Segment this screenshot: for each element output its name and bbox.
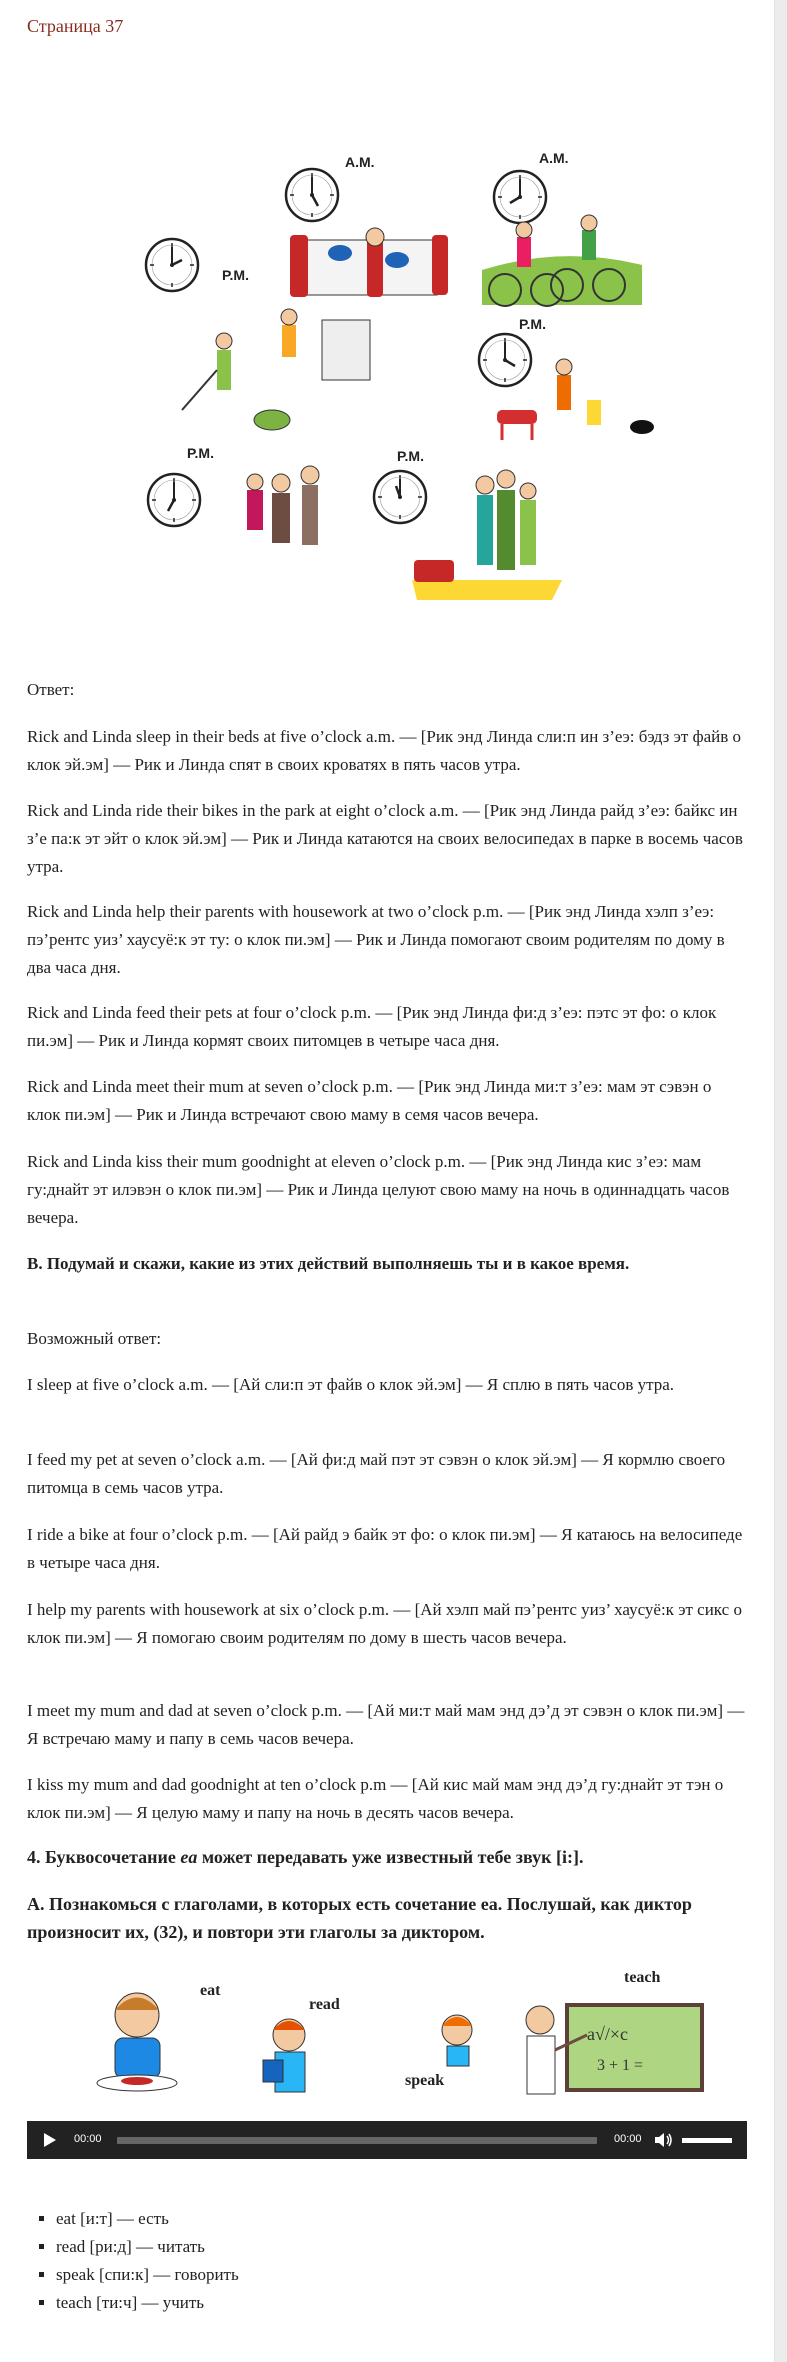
verb-label: eat — [200, 1982, 221, 1999]
answer-paragraph: Rick and Linda feed their pets at four o’clock p.m. — [Рик энд Линда фи:д з’еэ: пэтс эт фо: о клок пи.эм] — Рик и Линда кормят своих питомцев в четыре часа дня. — [27, 1003, 717, 1050]
teach-image — [526, 2005, 702, 2094]
scrollbar[interactable] — [774, 0, 787, 2362]
word-list — [27, 2205, 239, 2317]
svg-text:3 + 1 =: 3 + 1 = — [597, 2057, 644, 2074]
page-link[interactable]: Страница 37 — [27, 16, 124, 36]
possible-answer-paragraph: I sleep at five o’clock a.m. — [Ай сли:п эт файв о клок эй.эм] — Я сплю в пять часов утра. — [27, 1375, 675, 1394]
answer-paragraph: Rick and Linda help their parents with housework at two o’clock p.m. — [Рик энд Линда хэлп з’еэ: пэ’рентс уиз’ хаусуё:к эт ту: о клок пи.эм] — Рик и Линда помогают своим родителям по дому в два часа дня. — [27, 902, 725, 977]
answer-paragraph: Rick and Linda sleep in their beds at five o’clock a.m. — [Рик энд Линда сли:п ин з’еэ: бэдз эт файв о клок эй.эм] — Рик и Линда спят в своих кроватях в пять часов утра. — [27, 727, 742, 774]
clock-icon — [374, 471, 426, 523]
audio-progress-bar[interactable] — [117, 2137, 597, 2144]
verb-label: speak — [405, 2072, 445, 2089]
possible-answer-paragraph: I ride a bike at four o’clock p.m. — [Ай райд э байк эт фо: о клок пи.эм] — Я катаюсь на велосипеде в четыре часа дня. — [27, 1525, 743, 1572]
clock-icon — [148, 474, 200, 526]
clock-icon — [286, 169, 338, 221]
possible-answer-paragraph: I help my parents with housework at six o’clock p.m. — [Ай хэлп май пэ’рентс уиз’ хаусуё:к эт сикс о клок пи.эм] — Я помогаю своим родителям по дому в шесть часов вечера. — [27, 1600, 742, 1647]
clock-label: A.M. — [539, 150, 569, 166]
verb-label: read — [309, 1996, 340, 2013]
clock-icon — [479, 334, 531, 386]
play-icon[interactable] — [43, 2132, 57, 2148]
possible-answer-label: Возможный ответ: — [27, 1329, 162, 1348]
speak-image — [442, 2015, 472, 2066]
list-item: ▪ read [ри:д] — читать — [56, 2233, 239, 2261]
current-time: 00:00 — [74, 2133, 102, 2145]
clock-label: P.M. — [222, 267, 249, 283]
meet-mum-image — [247, 466, 319, 545]
answer-paragraph: Rick and Linda kiss their mum goodnight at eleven o’clock p.m. — [Рик энд Линда кис з’еэ: мам гу:днайт эт илэвэн о клок пи.эм] — Рик и Линда целуют свою маму на ночь в одиннадцать часов вечера. — [27, 1152, 730, 1227]
beds-image — [290, 228, 448, 297]
task-b-heading: B. Подумай и скажи, какие из этих действий выполняешь ты и в какое время. — [27, 1254, 630, 1273]
answer-paragraph: Rick and Linda meet their mum at seven o’clock p.m. — [Рик энд Линда ми:т з’еэ: мам эт сэвэн о клок пи.эм] — Рик и Линда встречают свою маму в семя часов вечера. — [27, 1077, 712, 1124]
section-4-heading: 4. Буквосочетание ea может передавать уже известный тебе звук [i:]. — [27, 1847, 584, 1867]
answer-paragraph: Rick and Linda ride their bikes in the park at eight o’clock a.m. — [Рик энд Линда райд з’еэ: байкс ин з’е па:к эт эйт о клок эй.эм] — Рик и Линда катаются на своих велосипедах в парке в восемь часов утра. — [27, 801, 743, 876]
housework-image — [182, 309, 370, 430]
volume-icon[interactable] — [654, 2132, 674, 2148]
clock-label: P.M. — [187, 445, 214, 461]
duration: 00:00 — [614, 2133, 642, 2145]
read-image — [263, 2019, 305, 2092]
eat-image — [97, 1993, 177, 2091]
possible-answer-paragraph: I meet my mum and dad at seven o’clock p.m. — [Ай ми:т май мам энд дэ’д эт сэвэн о клок пи.эм] — Я встречаю маму и папу в семь часов вечера. — [27, 1701, 745, 1748]
list-item: ▪ eat [и:т] — есть — [56, 2205, 239, 2233]
list-item: ▪ speak [спи:к] — говорить — [56, 2261, 239, 2289]
bikes-image — [482, 215, 642, 306]
daily-routine-illustration — [142, 145, 662, 615]
clock-label: A.M. — [345, 154, 375, 170]
task-a-heading: A. Познакомься с глаголами, в которых есть сочетание ea. Послушай, как диктор произносит их, (32), и повтори эти глаголы за диктором. — [27, 1894, 692, 1942]
svg-text:a√/×c: a√/×c — [587, 2024, 629, 2044]
clock-icon — [146, 239, 198, 291]
clock-label: P.M. — [519, 316, 546, 332]
list-item: ▪ teach [ти:ч] — учить — [56, 2289, 239, 2317]
possible-answer-paragraph: I feed my pet at seven o’clock a.m. — [Ай фи:д май пэт эт сэвэн о клок эй.эм] — Я кормлю своего питомца в семь часов утра. — [27, 1450, 726, 1497]
clock-label: P.M. — [397, 448, 424, 464]
audio-player — [27, 2121, 747, 2159]
goodnight-image — [412, 470, 562, 600]
verbs-illustration — [77, 1960, 717, 2110]
possible-answer-paragraph: I kiss my mum and dad goodnight at ten o’clock p.m — [Ай кис май мам энд дэ’д гу:днайт эт тэн о клок пи.эм] — Я целую маму и папу на ночь в десять часов вечера. — [27, 1775, 724, 1822]
verb-label: teach — [624, 1969, 661, 1986]
answer-label: Ответ: — [27, 680, 75, 699]
volume-slider[interactable] — [682, 2138, 732, 2143]
clock-icon — [494, 171, 546, 223]
